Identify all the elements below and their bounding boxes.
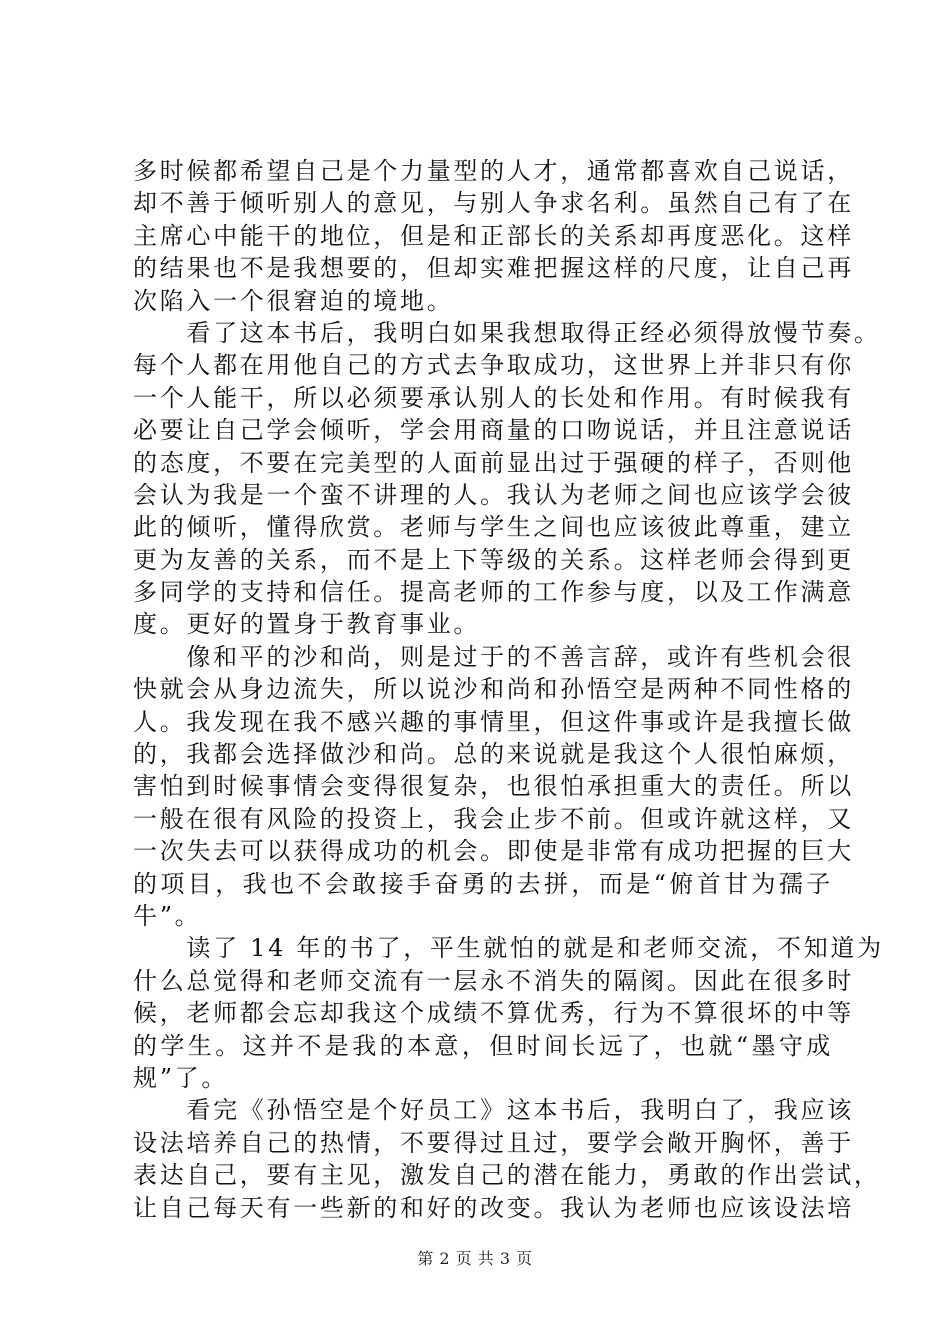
text-line: 表达自己，要有主见，激发自己的潜在能力，勇敢的作出尝试， [133, 1161, 881, 1190]
text-line: 快就会从身边流失，所以说沙和尚和孙悟空是两种不同性格的 [133, 675, 854, 704]
text-line: 度。更好的置身于教育事业。 [133, 610, 481, 639]
page-footer: 第 2 页 共 3 页 [417, 1249, 533, 1268]
text-line: 更为友善的关系，而不是上下等级的关系。这样老师会得到更 [133, 545, 854, 574]
text-line: 让自己每天有一些新的和好的改变。我认为老师也应该设法培 [133, 1193, 854, 1222]
text-line: 必要让自己学会倾听，学会用商量的口吻说话，并且注意说话 [133, 416, 854, 445]
text-line: 看了这本书后，我明白如果我想取得正经必须得放慢节奏。 [133, 318, 881, 347]
text-line: 每个人都在用他自己的方式去争取成功，这世界上并非只有你 [133, 351, 854, 380]
text-line: 一个人能干，所以必须要承认别人的长处和作用。有时候我有 [133, 383, 854, 412]
text-line: 多时候都希望自己是个力量型的人才，通常都喜欢自己说话， [133, 157, 854, 185]
body-text [133, 155, 884, 1224]
text-line: 牛”。 [133, 901, 202, 930]
text-line: 一次失去可以获得成功的机会。即使是非常有成功把握的巨大 [133, 837, 854, 866]
text-line: 读了 14 年的书了，平生就怕的就是和老师交流，不知道为 [133, 934, 884, 963]
text-line: 一般在很有风险的投资上，我会止步不前。但或许就这样，又 [133, 804, 854, 833]
text-line: 的学生。这并不是我的本意，但时间长远了，也就“墨守成 [133, 1031, 833, 1060]
text-line: 设法培养自己的热情，不要得过且过，要学会敞开胸怀，善于 [133, 1128, 854, 1157]
text-line: 的结果也不是我想要的，但却实难把握这样的尺度，让自己再 [133, 254, 854, 283]
text-line: 人。我发现在我不感兴趣的事情里，但这件事或许是我擅长做 [133, 707, 854, 736]
text-line: 的，我都会选择做沙和尚。总的来说就是我这个人很怕麻烦， [133, 740, 854, 769]
text-line: 像和平的沙和尚，则是过于的不善言辞，或许有些机会很 [133, 642, 854, 671]
text-line: 的项目，我也不会敢接手奋勇的去拼，而是“俯首甘为孺子 [133, 869, 833, 898]
text-line: 主席心中能干的地位，但是和正部长的关系却再度恶化。这样 [133, 221, 854, 250]
text-line: 候，老师都会忘却我这个成绩不算优秀，行为不算很坏的中等 [133, 999, 854, 1028]
text-line: 的态度，不要在完美型的人面前显出过于强硬的样子，否则他 [133, 448, 854, 477]
text-line: 次陷入一个很窘迫的境地。 [133, 286, 454, 315]
text-line: 多同学的支持和信任。提高老师的工作参与度，以及工作满意 [133, 578, 854, 607]
text-line: 看完《孙悟空是个好员工》这本书后，我明白了，我应该 [133, 1096, 854, 1125]
text-line: 规”了。 [133, 1063, 229, 1092]
text-line: 害怕到时候事情会变得很复杂，也很怕承担重大的责任。所以 [133, 772, 854, 801]
text-line: 却不善于倾听别人的意见，与别人争求名利。虽然自己有了在 [133, 189, 854, 218]
text-line: 什么总觉得和老师交流有一层永不消失的隔阂。因此在很多时 [133, 966, 854, 995]
text-line: 此的倾听，懂得欣赏。老师与学生之间也应该彼此尊重，建立 [133, 513, 854, 542]
text-line: 会认为我是一个蛮不讲理的人。我认为老师之间也应该学会彼 [133, 480, 854, 509]
